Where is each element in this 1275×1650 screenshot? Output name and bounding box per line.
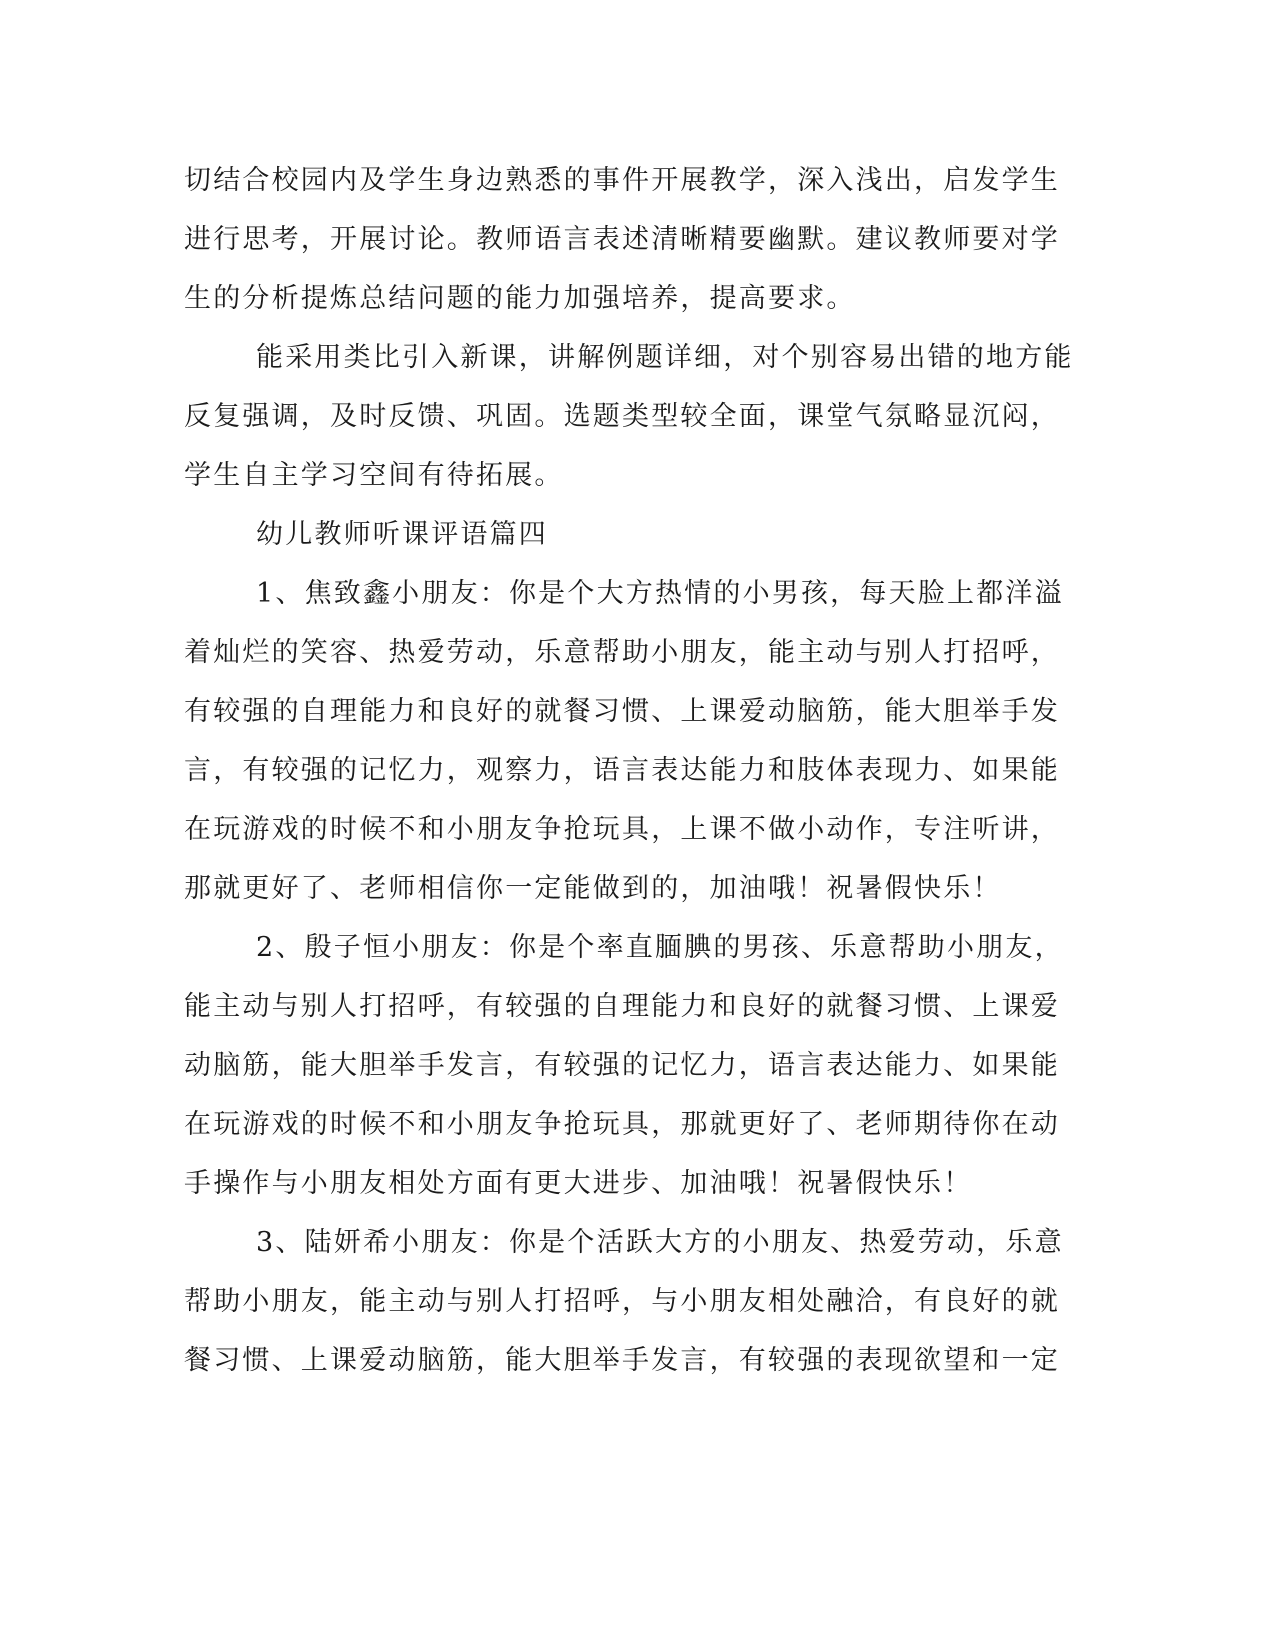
text-line: 切结合校园内及学生身边熟悉的事件开展教学，深入浅出，启发学生	[184, 165, 1060, 196]
text-line: 言，有较强的记忆力，观察力，语言表达能力和肢体表现力、如果能	[184, 755, 1060, 786]
text-line: 反复强调，及时反馈、巩固。选题类型较全面，课堂气氛略显沉闷，	[184, 401, 1060, 432]
text-line: 餐习惯、上课爱动脑筋，能大胆举手发言，有较强的表现欲望和一定	[184, 1345, 1060, 1376]
text-line: 在玩游戏的时候不和小朋友争抢玩具，上课不做小动作，专注听讲，	[184, 814, 1060, 845]
text-line: 1、焦致鑫小朋友：你是个大方热情的小男孩，每天脸上都洋溢	[256, 578, 1064, 609]
text-line: 进行思考，开展讨论。教师语言表述清晰精要幽默。建议教师要对学	[184, 224, 1060, 255]
text-line: 手操作与小朋友相处方面有更大进步、加油哦！祝暑假快乐！	[184, 1168, 973, 1199]
text-line: 2、殷子恒小朋友：你是个率直腼腆的男孩、乐意帮助小朋友，	[256, 932, 1064, 963]
text-line: 在玩游戏的时候不和小朋友争抢玩具，那就更好了、老师期待你在动	[184, 1109, 1060, 1140]
text-line: 帮助小朋友，能主动与别人打招呼，与小朋友相处融洽，有良好的就	[184, 1286, 1060, 1317]
text-line: 能采用类比引入新课，讲解例题详细，对个别容易出错的地方能	[256, 342, 1074, 373]
text-line: 那就更好了、老师相信你一定能做到的，加油哦！祝暑假快乐！	[184, 873, 1002, 904]
text-line: 动脑筋，能大胆举手发言，有较强的记忆力，语言表达能力、如果能	[184, 1050, 1060, 1081]
text-line: 能主动与别人打招呼，有较强的自理能力和良好的就餐习惯、上课爱	[184, 991, 1060, 1022]
text-line: 有较强的自理能力和良好的就餐习惯、上课爱动脑筋，能大胆举手发	[184, 696, 1060, 727]
text-line: 3、陆妍希小朋友：你是个活跃大方的小朋友、热爱劳动，乐意	[256, 1227, 1064, 1258]
text-line: 生的分析提炼总结问题的能力加强培养，提高要求。	[184, 283, 856, 314]
text-line: 着灿烂的笑容、热爱劳动，乐意帮助小朋友，能主动与别人打招呼，	[184, 637, 1060, 668]
text-line: 学生自主学习空间有待拓展。	[184, 460, 564, 491]
section-heading: 幼儿教师听课评语篇四	[256, 519, 548, 550]
